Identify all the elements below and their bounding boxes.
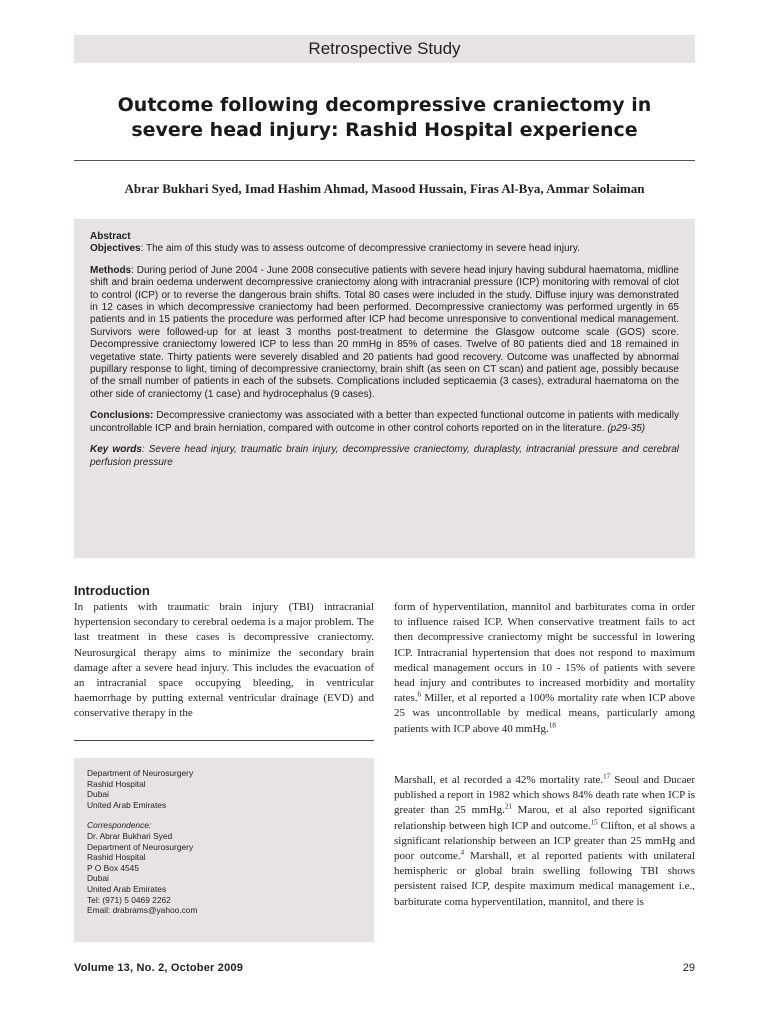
right2-a: Marshall, et al recorded a 42% mortality rate. — [394, 774, 604, 786]
keywords-text: : Severe head injury, traumatic brain injury, decompressive craniectomy, duraplasty, intracranial pressure and cerebral perfusion pressure — [90, 444, 679, 468]
abstract-conclusions — [90, 410, 679, 435]
affiliation-box — [74, 758, 374, 942]
title-line-2: severe head injury: Rashid Hospital experience — [131, 119, 638, 141]
affiliation-line: Rashid Hospital — [87, 778, 146, 789]
correspondence-email: Email: drabrams@yahoo.com — [87, 905, 198, 916]
right2-d: Clifton, et al shows a significant relationship between an ICP greater than 25 mmHg and poor outcome. — [394, 819, 696, 863]
right1-text-a: form of hyperventilation, mannitol and barbiturates coma in order to influence raised ICP. When conservative treatment fails to act then decompressive craniectomy might be successful in lowering ICP. Intracranial hypertension that does not respond to maximum medical management occurs in 10 - 15% of patients with severe head injury and contributes to increased morbidity and mortality rates. — [394, 601, 695, 705]
abstract-box — [74, 219, 695, 558]
affiliation-divider — [74, 740, 374, 741]
reference-15: 15 — [590, 817, 598, 826]
methods-label: Methods — [90, 264, 132, 276]
right2-e: Marshall, et al reported patients with unilateral hemispheric or global brain swelling following TBI shows persistent raised ICP, despite maximum medical management i.e., barbiturate coma hyperventilation, mannitol, and there is — [394, 850, 695, 908]
introduction-heading: Introduction — [74, 583, 150, 598]
keywords-label: Key words — [90, 444, 142, 456]
conclusions-pages: (p29-35) — [607, 422, 646, 434]
right1-text-b: Miller, et al reported a 100% mortality rate when ICP above 25 was uncontrollable by medical means, particularly among patients with ICP above 40 mmHg. — [394, 692, 695, 735]
correspondence-line: Rashid Hospital — [87, 852, 146, 863]
affiliation-line: United Arab Emirates — [87, 799, 167, 810]
footer-journal-info: Volume 13, No. 2, October 2009 — [74, 962, 244, 974]
affiliation-line: Dubai — [87, 789, 109, 800]
objectives-text: : The aim of this study was to assess outcome of decompressive craniectomy in severe head injury. — [140, 243, 580, 255]
author-list: Abrar Bukhari Syed, Imad Hashim Ahmad, Masood Hussain, Firas Al-Bya, Ammar Solaiman — [124, 181, 645, 196]
conclusions-text: Decompressive craniectomy was associated with a better than expected functional outcome in patients with medically uncontrollable ICP and brain herniation, compared with outcome in other control cohorts reported on in the literature. — [90, 410, 679, 434]
methods-text: : During period of June 2004 - June 2008 consecutive patients with severe head injury having subdural haematoma, midline shift and brain oedema underwent decompressive craniectomy along with intracranial pressure (ICP) monitoring with removal of clot to control (ICP) or to reverse the dangerous brain shifts. Total 80 cases were included in the study. Diffuse injury was demonstrated in 12 cases in which decompressive craniectomy had been performed. Decompressive craniectomy was performed urgently in 65 patients and in 15 patients the procedure was performed after ICP had become unresponsive to conventional medical management. Survivors were followed-up for at least 3 months post-treatment to determine the Glasgow outcome scale (GOS) score. Decompressive craniectomy lowered ICP to less than 20 mmHg in 85% of cases. Twelve of 80 patients died and 18 remained in vegetative state. Thirty patients were severely disabled and 20 patients had good recovery. Outcome was unaffected by abnormal pupillary response to light, timing of decompressive craniectomy, brain shift (as seen on CT scan) and patient age, possibly because of the small number of patients in each of the subsets. Complications included septicaemia (3 cases), extradural haematoma on the other side of craniectomy (1 case) and hydrocephalus (9 cases). — [90, 264, 679, 400]
correspondence-phone: Tel: (971) 5 0469 2262 — [87, 894, 171, 905]
reference-6: 6 — [417, 690, 422, 699]
reference-4: 4 — [460, 848, 465, 857]
introduction-left-text: In patients with traumatic brain injury (TBI) intracranial hypertension secondary to cerebral oedema is a major problem. The last treatment in these cases is decompressive craniectomy. Neurosurgical therapy aims to minimize the secondary brain damage after a severe head injury. This includes the evacuation of an intracranial space occupying bleeding, in ventricular haemorrhage by putting external ventricular drainage (EVD) and conservative therapy in the — [74, 601, 374, 720]
correspondence-label: Correspondence: — [87, 820, 152, 831]
abstract-methods — [90, 265, 679, 401]
correspondence-line: United Arab Emirates — [87, 883, 167, 894]
section-header-bar — [74, 35, 695, 63]
title-line-1: Outcome following decompressive craniectomy in — [117, 94, 652, 116]
correspondence-line: Department of Neurosurgery — [87, 841, 194, 852]
correspondence-line: P O Box 4545 — [87, 862, 139, 873]
introduction-right-paragraph-2 — [394, 773, 695, 910]
conclusions-label: Conclusions: — [90, 410, 154, 422]
right2-b: Seoul and Ducaer published a report in 1982 which shows 84% death rate when ICP is greater than 25 mmHg. — [394, 774, 695, 817]
page-number: 29 — [682, 962, 695, 974]
correspondence-line: Dubai — [87, 873, 109, 884]
article-title — [74, 93, 695, 143]
section-label: Retrospective Study — [308, 39, 461, 58]
abstract-objectives — [90, 243, 679, 255]
reference-17: 17 — [603, 772, 611, 781]
reference-21: 21 — [504, 802, 512, 811]
introduction-right-column-top — [394, 600, 695, 737]
correspondence-line: Dr. Abrar Bukhari Syed — [87, 830, 173, 841]
introduction-right-paragraph-1 — [394, 600, 695, 737]
objectives-label: Objectives — [90, 243, 141, 255]
affiliation-line: Department of Neurosurgery — [87, 768, 194, 778]
reference-18: 18 — [548, 720, 556, 729]
abstract-keywords — [90, 444, 679, 469]
introduction-right-column-bottom — [394, 773, 695, 910]
introduction-left-column — [74, 600, 374, 722]
right2-c: Marou, et al also reported significant relationship between high ICP and outcome. — [394, 804, 695, 832]
title-divider — [74, 160, 695, 161]
abstract-heading: Abstract — [90, 231, 131, 242]
